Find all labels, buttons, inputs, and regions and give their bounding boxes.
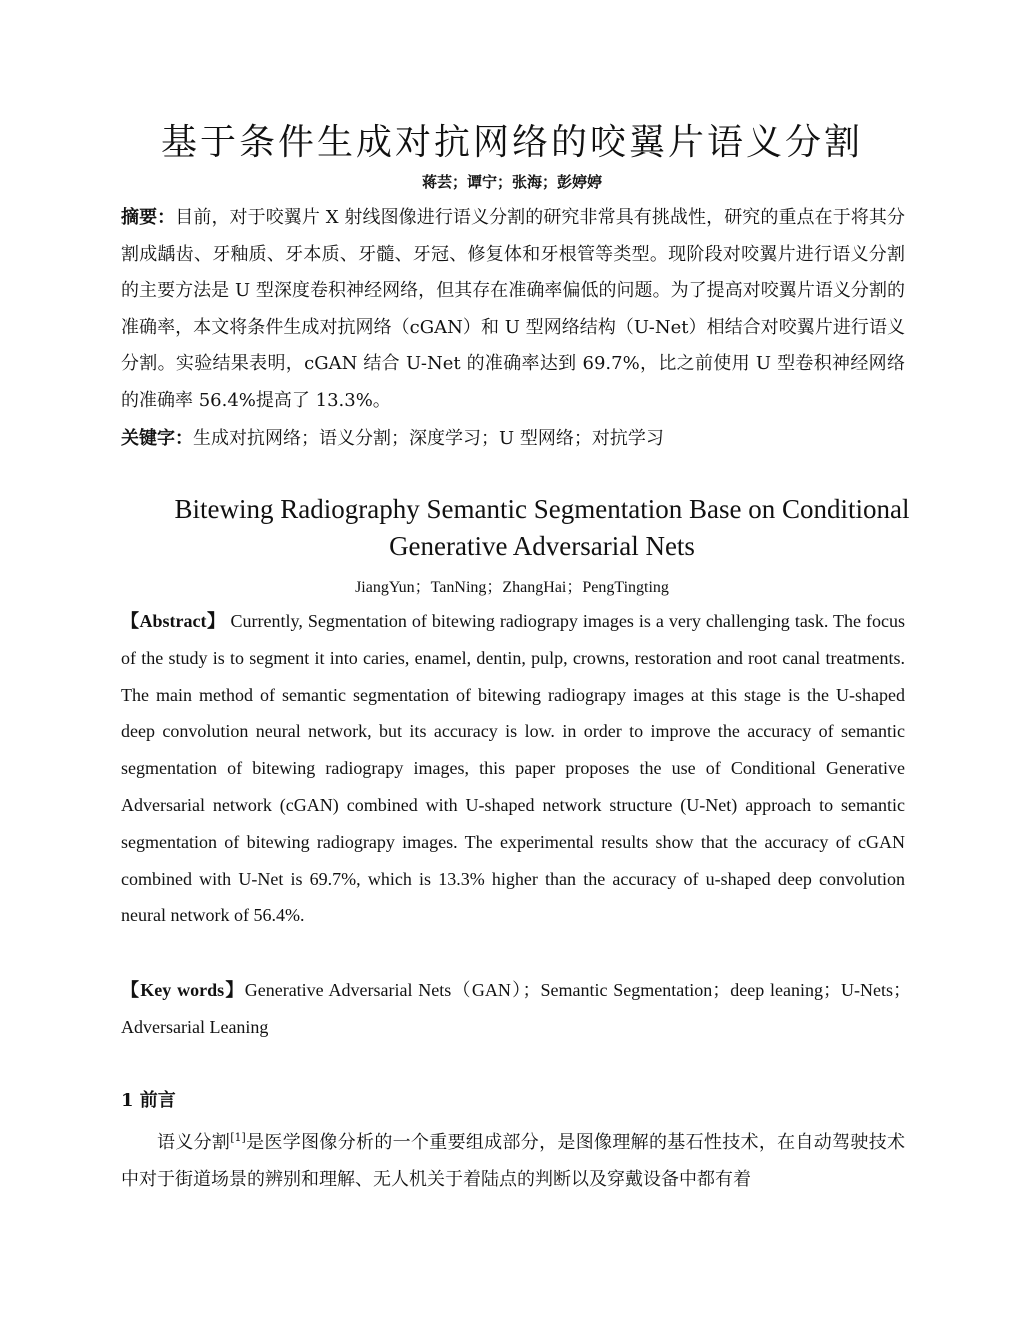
english-abstract [121,603,905,934]
english-abstract-label: 【Abstract】 [121,611,226,631]
chinese-title: 基于条件生成对抗网络的咬翼片语义分割 [160,122,863,163]
english-keywords-label: 【Key words】 [121,980,245,1000]
paragraph-rest: 是医学图像分析的一个重要组成部分，是图像理解的基石性技术，在自动驾驶技术中对于街道场景的辨别和理解、无人机关于着陆点的判断以及穿戴设备中都有着 [121,1132,906,1190]
english-authors: JiangYun；TanNing；ZhangHai；PengTingting [355,579,669,596]
english-keywords [121,972,911,1045]
chinese-keywords-label: 关键字： [121,428,193,449]
english-title: Bitewing Radiography Semantic Segmentation Base on Conditional Generative Adversarial Nets [174,494,910,561]
chinese-authors: 蒋芸；谭宁；张海；彭婷婷 [421,173,602,191]
citation-ref[interactable]: [1] [230,1131,246,1144]
english-abstract-text: Currently, Segmentation of bitewing radiograpy images is a very challenging task. The focus of the study is to segment it into caries, enamel, dentin, pulp, crowns, restoration and root canal treatments. The main method of semantic segmentation of bitewing radiograpy images at this stage is the U-shaped deep convolution neural network, but its accuracy is low. in order to improve the accuracy of semantic segmentation of bitewing radiograpy images, this paper proposes the use of Conditional Generative Adversarial network (cGAN) combined with U-shaped network structure (U-Net) approach to semantic segmentation of bitewing radiograpy images. The experimental results show that the accuracy of cGAN combined with U-Net is 69.7%, which is 13.3% higher than the accuracy of u-shaped deep convolution neural network of 56.4%. [121,611,905,926]
chinese-keywords-text: 生成对抗网络；语义分割；深度学习；U 型网络；对抗学习 [193,428,664,449]
paragraph-start: 语义分割 [157,1132,231,1153]
chinese-abstract-label: 摘要： [121,207,176,228]
introduction-paragraph [121,1124,905,1198]
chinese-abstract [121,200,905,419]
section-heading-introduction: 1 前言 [121,1090,176,1111]
english-keywords-text: Generative Adversarial Nets（GAN）；Semantic Segmentation；deep leaning；U-Nets；Adversarial Leaning [121,980,911,1037]
chinese-keywords [121,421,905,457]
chinese-abstract-text: 目前，对于咬翼片 X 射线图像进行语义分割的研究非常具有挑战性，研究的重点在于将其分割成龋齿、牙釉质、牙本质、牙髓、牙冠、修复体和牙根管等类型。现阶段对咬翼片进行语义分割的主要方法是 U 型深度卷积神经网络，但其存在准确率偏低的问题。为了提高对咬翼片语义分割的准确率，本文将条件生成对抗网络（cGAN）和 U 型网络结构（U-Net）相结合对咬翼片进行语义分割。实验结果表明，cGAN 结合 U-Net 的准确率达到 69.7%，比之前使用 U 型卷积神经网络的准确率 56.4%提高了 13.3%。 [121,207,905,411]
